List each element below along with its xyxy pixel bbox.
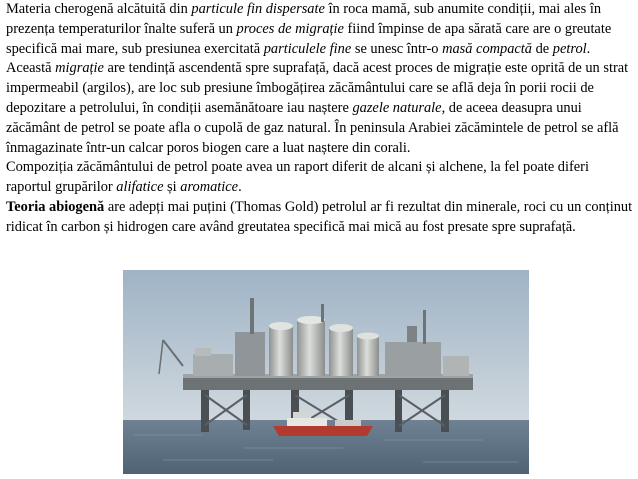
text-run-italic: masă compactă bbox=[442, 40, 533, 57]
platform-illustration bbox=[123, 270, 529, 474]
text-run: și bbox=[163, 179, 181, 196]
text-run: . bbox=[238, 179, 242, 196]
text-run: are tendință ascendentă spre suprafață, dacă acest proces de migrație este oprită de un strat impermeabil (argilos), are loc sub presiune îmbogățirea zăcământului care se află deja în porii rocii de depozitare a petrolului, în condiții asemănătoare iau naștere bbox=[6, 60, 629, 116]
article-text bbox=[6, 0, 634, 238]
text-run-italic: proces de migrație bbox=[236, 20, 344, 37]
paragraph-abiogenic bbox=[6, 198, 634, 238]
text-run-italic: alifatice bbox=[116, 179, 164, 196]
text-run: în roca mamă, sub anumite condiții, mai ales în prezența temperaturilor înalte suferă un bbox=[6, 1, 602, 37]
text-run-italic: particule fin dispersate bbox=[191, 1, 325, 17]
text-run: se unesc într-o bbox=[351, 40, 443, 57]
text-run-italic: gazele naturale bbox=[352, 99, 442, 116]
text-run: de bbox=[532, 40, 553, 57]
text-run: are adepți mai puțini (Thomas Gold) petrolul ar fi rezultat din minerale, roci cu un conținut ridicat în carbon și hidrogen care având greutatea specifică mai mică au fost presate spre suprafață. bbox=[6, 198, 633, 235]
text-run-italic: migrație bbox=[55, 60, 104, 77]
text-run-italic: petrol bbox=[552, 40, 587, 57]
paragraph-origin bbox=[6, 0, 634, 158]
text-run-italic: aromatice bbox=[180, 179, 239, 196]
text-run: Materia cherogenă alcătuită din bbox=[6, 1, 192, 17]
sky bbox=[123, 270, 529, 420]
text-run-bold: Teoria abiogenă bbox=[6, 198, 105, 215]
text-run: . Această bbox=[6, 40, 591, 77]
text-run: Compoziția zăcământului de petrol poate avea un raport diferit de alcani și alchene, la fel poate diferi raportul grupărilor bbox=[6, 159, 589, 196]
text-run-italic: particulele fine bbox=[263, 40, 352, 57]
text-run: fiind împinse de apa sărată care are o greutate specifică mai mare, sub presiunea exercitată bbox=[6, 20, 612, 57]
paragraph-composition bbox=[6, 158, 634, 198]
text-run: , de aceea deasupra unui zăcământ de petrol se poate afla o cupolă de gaz natural. În peninsula Arabiei zăcămintele de petrol se află înmagazinate într-un calcar poros biogen care a luat naștere din corali. bbox=[6, 99, 619, 156]
offshore-platform-photo bbox=[123, 270, 529, 474]
platform-deck bbox=[183, 378, 473, 390]
